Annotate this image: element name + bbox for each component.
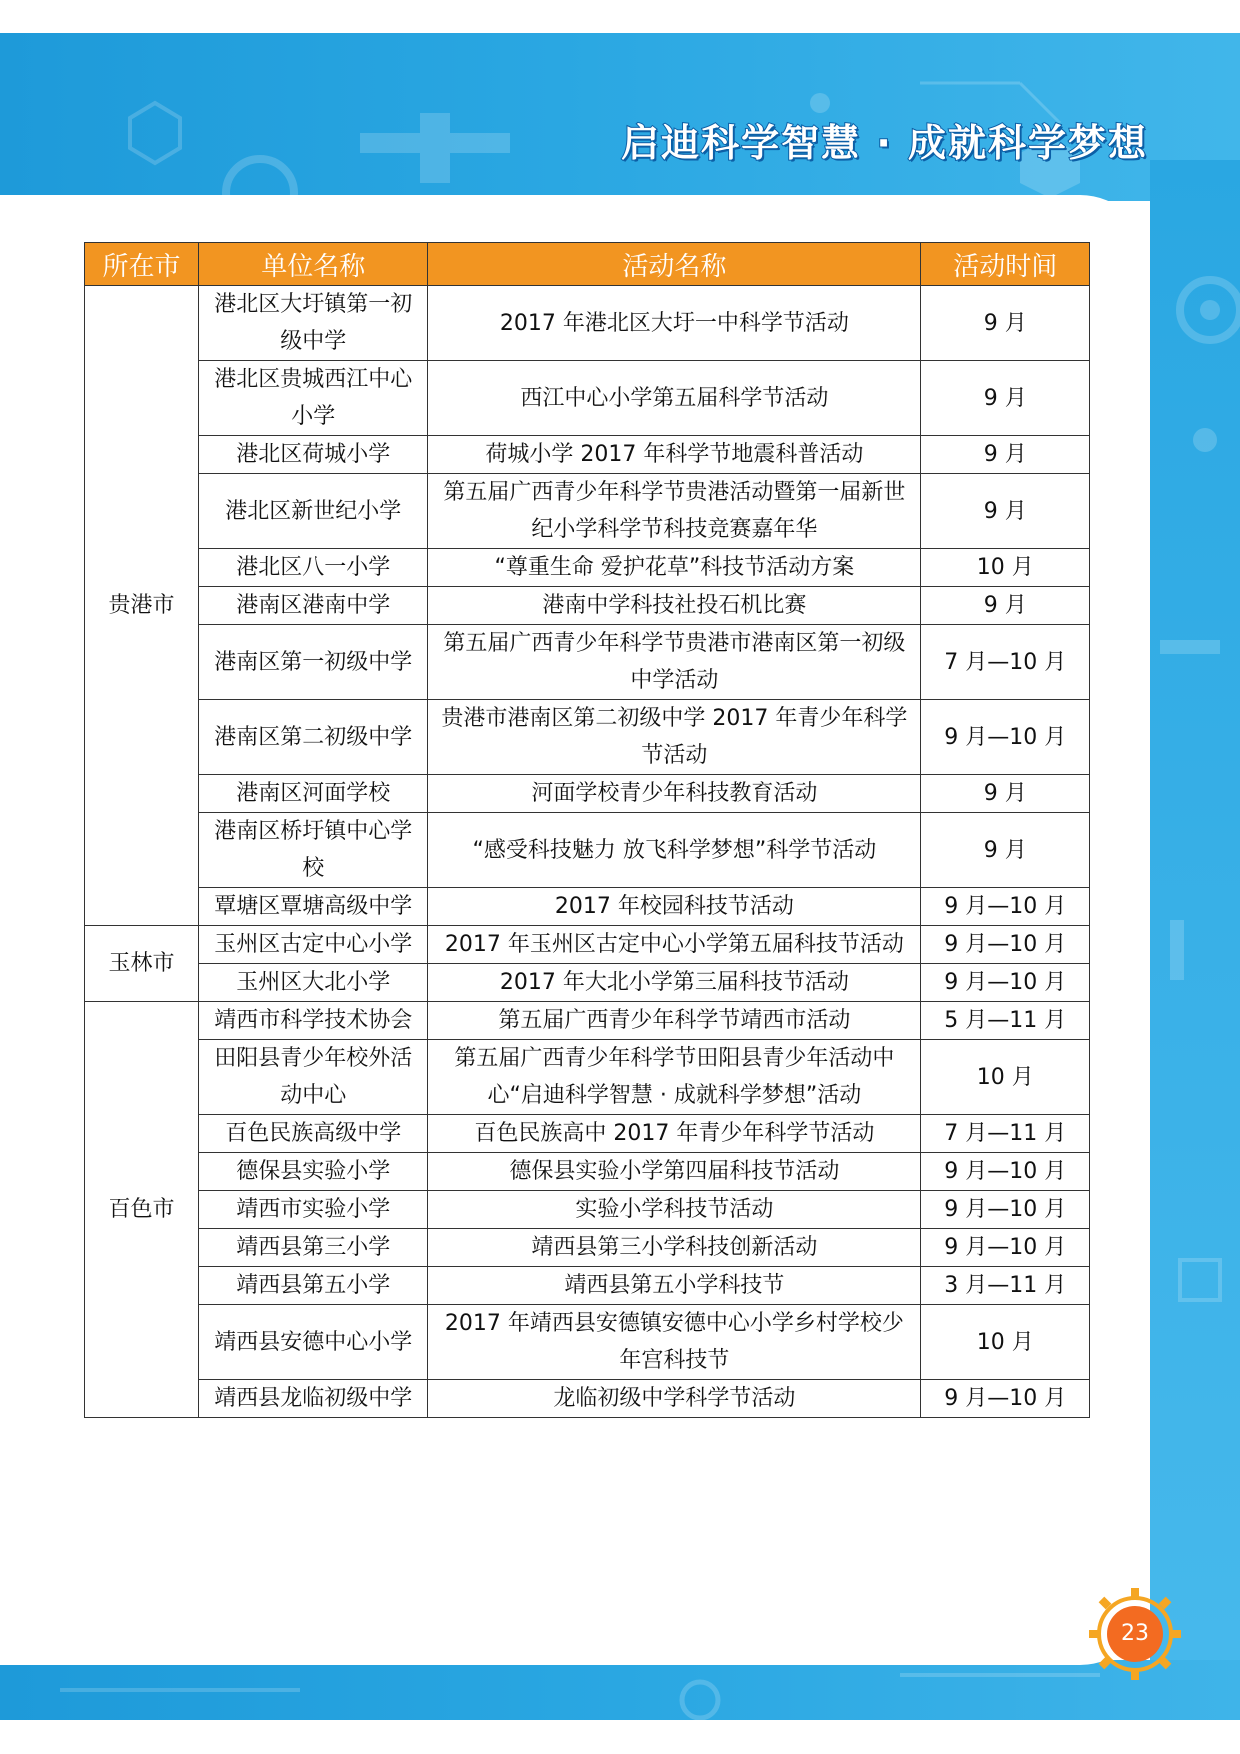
time-cell: 9 月—10 月 bbox=[921, 1380, 1090, 1418]
header-city: 所在市 bbox=[85, 243, 199, 286]
gear-pattern-icon bbox=[1150, 160, 1240, 1700]
unit-cell: 港南区河面学校 bbox=[199, 775, 428, 813]
table-row bbox=[85, 1305, 1090, 1380]
activity-cell: 第五届广西青少年科学节贵港活动暨第一届新世纪小学科学节科技竞赛嘉年华 bbox=[428, 474, 921, 549]
table-row bbox=[85, 474, 1090, 549]
table-row bbox=[85, 549, 1090, 587]
unit-cell: 港北区大圩镇第一初级中学 bbox=[199, 286, 428, 361]
table-row bbox=[85, 286, 1090, 361]
time-cell: 9 月 bbox=[921, 813, 1090, 888]
city-cell: 贵港市 bbox=[85, 286, 199, 926]
city-cell: 玉林市 bbox=[85, 926, 199, 1002]
unit-cell: 港北区新世纪小学 bbox=[199, 474, 428, 549]
unit-cell: 港南区桥圩镇中心学校 bbox=[199, 813, 428, 888]
activity-cell: 第五届广西青少年科学节田阳县青少年活动中心“启迪科学智慧 · 成就科学梦想”活动 bbox=[428, 1040, 921, 1115]
time-cell: 9 月 bbox=[921, 436, 1090, 474]
activity-table bbox=[84, 242, 1090, 1418]
unit-cell: 玉州区古定中心小学 bbox=[199, 926, 428, 964]
activity-cell: 第五届广西青少年科学节靖西市活动 bbox=[428, 1002, 921, 1040]
time-cell: 10 月 bbox=[921, 1040, 1090, 1115]
activity-cell: 河面学校青少年科技教育活动 bbox=[428, 775, 921, 813]
table-row bbox=[85, 888, 1090, 926]
time-cell: 9 月—10 月 bbox=[921, 888, 1090, 926]
table-row bbox=[85, 436, 1090, 474]
unit-cell: 港北区八一小学 bbox=[199, 549, 428, 587]
activity-cell: 2017 年港北区大圩一中科学节活动 bbox=[428, 286, 921, 361]
time-cell: 9 月—10 月 bbox=[921, 1153, 1090, 1191]
footer-banner bbox=[0, 1660, 1240, 1720]
unit-cell: 港南区第一初级中学 bbox=[199, 625, 428, 700]
table-row bbox=[85, 1115, 1090, 1153]
unit-cell: 港北区贵城西江中心小学 bbox=[199, 361, 428, 436]
activity-cell: 西江中心小学第五届科学节活动 bbox=[428, 361, 921, 436]
unit-cell: 田阳县青少年校外活动中心 bbox=[199, 1040, 428, 1115]
unit-cell: 靖西县安德中心小学 bbox=[199, 1305, 428, 1380]
time-cell: 9 月—10 月 bbox=[921, 700, 1090, 775]
activity-cell: 2017 年大北小学第三届科技节活动 bbox=[428, 964, 921, 1002]
table-row bbox=[85, 813, 1090, 888]
unit-cell: 玉州区大北小学 bbox=[199, 964, 428, 1002]
header-activity: 活动名称 bbox=[428, 243, 921, 286]
header-time: 活动时间 bbox=[921, 243, 1090, 286]
unit-cell: 靖西市科学技术协会 bbox=[199, 1002, 428, 1040]
time-cell: 5 月—11 月 bbox=[921, 1002, 1090, 1040]
time-cell: 9 月 bbox=[921, 361, 1090, 436]
activity-cell: 贵港市港南区第二初级中学 2017 年青少年科学节活动 bbox=[428, 700, 921, 775]
unit-cell: 德保县实验小学 bbox=[199, 1153, 428, 1191]
table-row bbox=[85, 587, 1090, 625]
activity-cell: 靖西县第五小学科技节 bbox=[428, 1267, 921, 1305]
time-cell: 9 月 bbox=[921, 587, 1090, 625]
time-cell: 7 月—11 月 bbox=[921, 1115, 1090, 1153]
time-cell: 9 月 bbox=[921, 286, 1090, 361]
unit-cell: 港南区第二初级中学 bbox=[199, 700, 428, 775]
table-row bbox=[85, 700, 1090, 775]
activity-cell: 2017 年玉州区古定中心小学第五届科技节活动 bbox=[428, 926, 921, 964]
activity-cell: 港南中学科技社投石机比赛 bbox=[428, 587, 921, 625]
table-row bbox=[85, 1267, 1090, 1305]
table-row bbox=[85, 1153, 1090, 1191]
table-row bbox=[85, 361, 1090, 436]
city-cell: 百色市 bbox=[85, 1002, 199, 1418]
unit-cell: 百色民族高级中学 bbox=[199, 1115, 428, 1153]
time-cell: 3 月—11 月 bbox=[921, 1267, 1090, 1305]
header-unit: 单位名称 bbox=[199, 243, 428, 286]
table-row bbox=[85, 964, 1090, 1002]
activity-cell: 龙临初级中学科学节活动 bbox=[428, 1380, 921, 1418]
activity-cell: “尊重生命 爱护花草”科技节活动方案 bbox=[428, 549, 921, 587]
activity-cell: 实验小学科技节活动 bbox=[428, 1191, 921, 1229]
table-row bbox=[85, 625, 1090, 700]
table-row bbox=[85, 926, 1090, 964]
time-cell: 10 月 bbox=[921, 549, 1090, 587]
header-slogan: 启迪科学智慧 · 成就科学梦想 bbox=[621, 121, 1148, 165]
table-row bbox=[85, 1229, 1090, 1267]
activity-cell: 百色民族高中 2017 年青少年科学节活动 bbox=[428, 1115, 921, 1153]
time-cell: 10 月 bbox=[921, 1305, 1090, 1380]
unit-cell: 靖西县第三小学 bbox=[199, 1229, 428, 1267]
time-cell: 9 月—10 月 bbox=[921, 926, 1090, 964]
unit-cell: 港南区港南中学 bbox=[199, 587, 428, 625]
table-row bbox=[85, 775, 1090, 813]
time-cell: 9 月—10 月 bbox=[921, 964, 1090, 1002]
unit-cell: 靖西县第五小学 bbox=[199, 1267, 428, 1305]
unit-cell: 靖西县龙临初级中学 bbox=[199, 1380, 428, 1418]
circuit-pattern-icon bbox=[0, 1660, 1240, 1720]
activity-cell: 2017 年靖西县安德镇安德中心小学乡村学校少年宫科技节 bbox=[428, 1305, 921, 1380]
time-cell: 9 月 bbox=[921, 474, 1090, 549]
time-cell: 9 月—10 月 bbox=[921, 1229, 1090, 1267]
activity-cell: 第五届广西青少年科学节贵港市港南区第一初级中学活动 bbox=[428, 625, 921, 700]
time-cell: 9 月 bbox=[921, 775, 1090, 813]
page-number: 23 bbox=[1107, 1606, 1163, 1662]
time-cell: 7 月—10 月 bbox=[921, 625, 1090, 700]
activity-cell: 荷城小学 2017 年科学节地震科普活动 bbox=[428, 436, 921, 474]
time-cell: 9 月—10 月 bbox=[921, 1191, 1090, 1229]
activity-cell: 2017 年校园科技节活动 bbox=[428, 888, 921, 926]
unit-cell: 港北区荷城小学 bbox=[199, 436, 428, 474]
activity-cell: 德保县实验小学第四届科技节活动 bbox=[428, 1153, 921, 1191]
table-row bbox=[85, 1380, 1090, 1418]
table-row bbox=[85, 1191, 1090, 1229]
table-header-row bbox=[85, 243, 1090, 286]
table-row bbox=[85, 1002, 1090, 1040]
unit-cell: 靖西市实验小学 bbox=[199, 1191, 428, 1229]
activity-cell: “感受科技魅力 放飞科学梦想”科学节活动 bbox=[428, 813, 921, 888]
activity-cell: 靖西县第三小学科技创新活动 bbox=[428, 1229, 921, 1267]
unit-cell: 覃塘区覃塘高级中学 bbox=[199, 888, 428, 926]
side-banner bbox=[1150, 160, 1240, 1700]
table-row bbox=[85, 1040, 1090, 1115]
